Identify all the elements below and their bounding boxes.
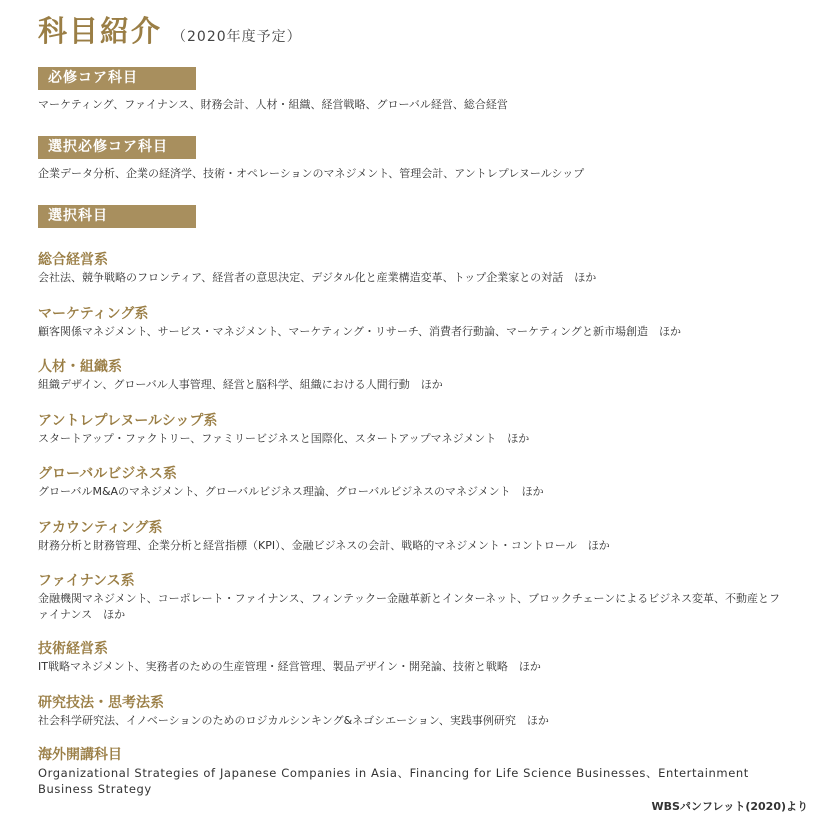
overseas-description: Organizational Strategies of Japanese Companies in Asia、Financing for Life Science Businesses、Entertainment Business Strategy — [38, 766, 749, 796]
category-description: 顧客関係マネジメント、サービス・マネジメント、マーケティング・リサーチ、消費者行動論、マーケティングと新市場創造 ほか — [38, 324, 681, 338]
category-description: 財務分析と財務管理、企業分析と経営指標（KPI）、金融ビジネスの会計、戦略的マネジメント・コントロール ほか — [38, 538, 610, 552]
category-title: 人材・組織系 — [38, 359, 122, 375]
section-text-elective-core: 企業データ分析、企業の経済学、技術・オペレーションのマネジメント、管理会計、アントレプレヌールシップ — [38, 167, 585, 180]
overseas-courses — [38, 746, 798, 797]
category-title: ファイナンス系 — [38, 573, 135, 589]
category-description: グローバルM&Aのマネジメント、グローバルビジネス理論、グローバルビジネスのマネジメント ほか — [38, 485, 544, 498]
category-item — [38, 572, 788, 640]
category-title: マーケティング系 — [38, 305, 149, 322]
category-item — [38, 519, 788, 573]
category-item — [38, 358, 788, 412]
section-text-core: マーケティング、ファイナンス、財務会計、人材・組織、経営戦略、グローバル経営、総合経営 — [38, 98, 508, 111]
category-item — [38, 305, 788, 359]
section-band-core: 必修コア科目 — [38, 67, 196, 90]
overseas-title: 海外開講科目 — [38, 747, 122, 763]
category-item — [38, 412, 788, 466]
page-title: 科目紹介 — [38, 14, 163, 48]
section-band-elective-core: 選択必修コア科目 — [38, 136, 196, 159]
title-row — [38, 12, 302, 50]
page-subtitle: （2020年度予定） — [172, 29, 302, 45]
category-title: 研究技法・思考法系 — [38, 694, 164, 711]
category-item — [38, 640, 788, 694]
category-title: 総合経営系 — [38, 252, 108, 268]
category-title: 技術経営系 — [38, 641, 108, 657]
category-description: 社会科学研究法、イノベーションのためのロジカルシンキング&ネゴシエーション、実践事例研究 ほか — [38, 713, 549, 727]
elective-category-list — [38, 251, 788, 747]
category-description: 金融機関マネジメント、コーポレート・ファイナンス、フィンテックー金融革新とインターネット、ブロックチェーンによるビジネス変革、不動産とファイナンス ほか — [38, 592, 780, 621]
category-title: アカウンティング系 — [38, 519, 163, 536]
category-item — [38, 251, 788, 305]
category-description: スタートアップ・ファクトリー、ファミリービジネスと国際化、スタートアップマネジメント ほか — [38, 431, 530, 445]
category-title: グローバルビジネス系 — [38, 466, 177, 482]
category-item — [38, 694, 788, 748]
category-description: 会社法、競争戦略のフロンティア、経営者の意思決定、デジタル化と産業構造変革、トップ企業家との対話 ほか — [38, 271, 597, 284]
category-title: アントレプレヌールシップ系 — [38, 412, 218, 429]
section-band-elective: 選択科目 — [38, 205, 196, 228]
category-description: IT戦略マネジメント、実務者のための生産管理・経営管理、製品デザイン・開発論、技術と戦略 ほか — [38, 660, 541, 673]
category-item — [38, 465, 788, 519]
category-description: 組織デザイン、グローバル人事管理、経営と脳科学、組織における人間行動 ほか — [38, 378, 443, 391]
source-note: WBSパンフレット(2020)より — [651, 800, 808, 813]
